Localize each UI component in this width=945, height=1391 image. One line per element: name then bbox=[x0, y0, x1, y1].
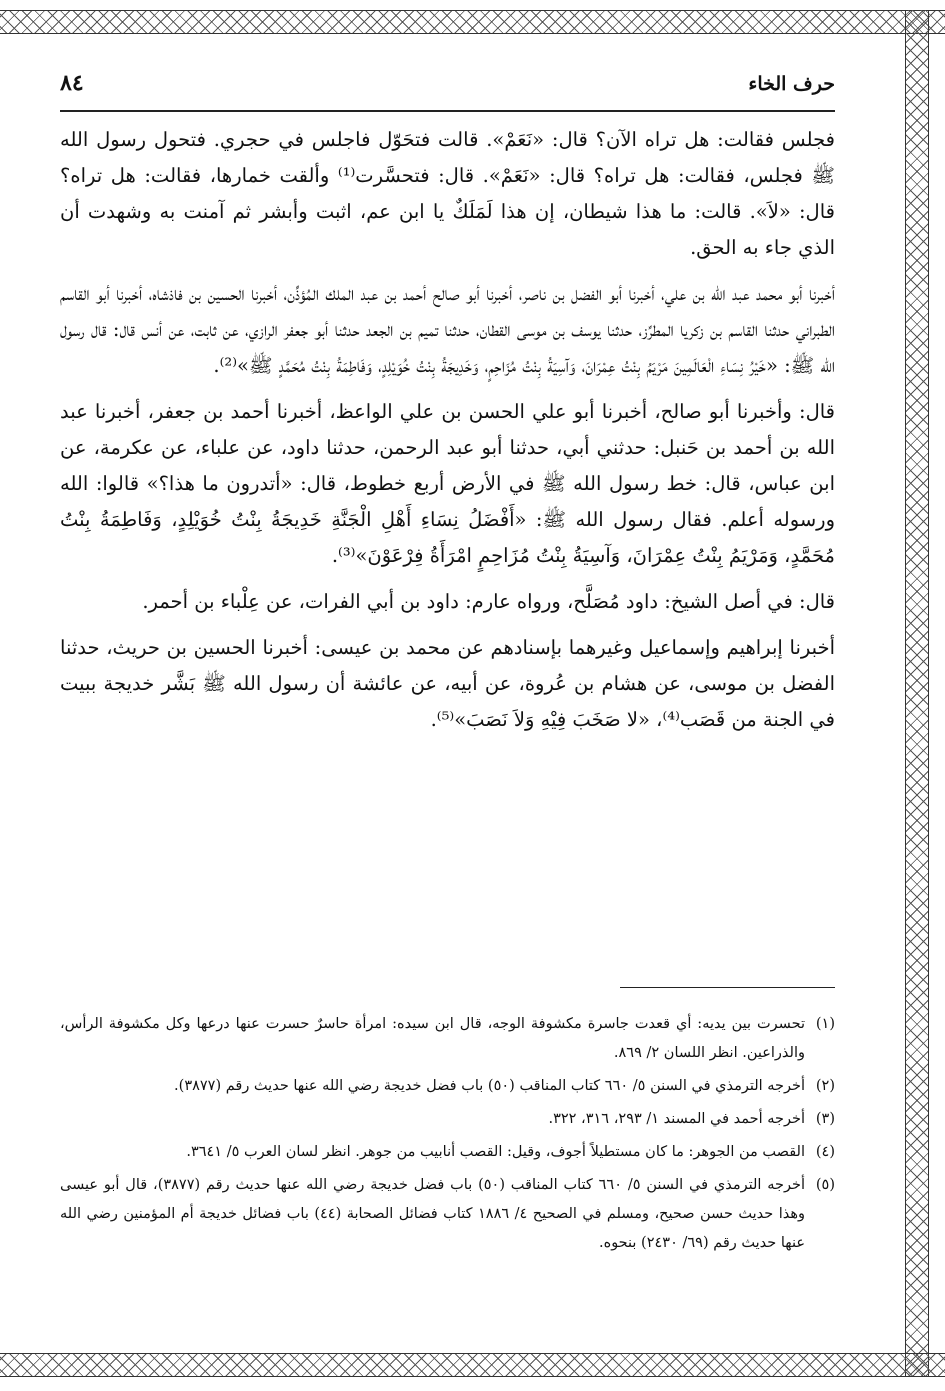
page bbox=[60, 70, 835, 1340]
footnote-number: (٤) bbox=[815, 1144, 835, 1160]
footnote-text: تحسرت بين يديه: أي قعدت جاسرة مكشوفة الوجه، قال ابن سيده: امرأة حاسرٌ حسرت عنها درعها وكل مكشوفة الرأس، والذراعين. انظر اللسان ٢/ ٨٦٩. bbox=[60, 1016, 805, 1061]
paragraph: قال: في أصل الشيخ: داود مُصَلَّح، ورواه عارم: داود بن أبي الفرات، عن عِلْباء بن أحمر. bbox=[142, 590, 835, 613]
footnote-text: أخرجه الترمذي في السنن ٥/ ٦٦٠ كتاب المناقب (٥٠) باب فضل خديجة رضي الله عنها حديث رقم (٣٨٧٧). bbox=[174, 1078, 805, 1094]
footnote bbox=[60, 1072, 835, 1101]
decorative-border-top bbox=[0, 10, 945, 34]
footnote-number: (٥) bbox=[815, 1177, 836, 1193]
footnote-number: (٢) bbox=[815, 1078, 835, 1094]
footnote-text: القصب من الجوهر: ما كان مستطيلاً أجوف، وقيل: القصب أنابيب من جوهر. انظر لسان العرب ٥/ ٣٦٤١. bbox=[186, 1144, 805, 1160]
running-header bbox=[60, 70, 835, 112]
footnote-number: (٣) bbox=[815, 1111, 835, 1127]
footnote-text: أخرجه أحمد في المسند ١/ ٢٩٣، ٣١٦، ٣٢٢. bbox=[548, 1111, 805, 1127]
paragraph: أخبرنا إبراهيم وإسماعيل وغيرهما بإسنادهم عن محمد بن عيسى: أخبرنا الحسين بن حريث، حدثنا الفضل بن موسى، عن هشام بن عُروة، عن أبيه، عن عائشة أن رسول الله ﷺ بَشَّر خديجة ببيت في الجنة من قَصَب⁽⁴⁾، «لا صَخَبَ فِيْهِ وَلاَ نَصَبَ»⁽⁵⁾. bbox=[60, 636, 835, 731]
footnote-number: (١) bbox=[815, 1016, 835, 1032]
paragraph: أخبرنا أبو محمد عبد الله بن علي، أخبرنا أبو الفضل بن ناصر، أخبرنا أبو صالح أحمد بن عبد الملك المُؤذِّن، أخبرنا الحسين بن فاذشاه، أخبرنا أبو القاسم الطبراني حدثنا القاسم بن زكريا المطرِّز، حدثنا يوسف بن موسى القطان، حدثنا تميم بن الجعد حدثنا أبو جعفر الرازي، عن ثابت، عن أنس قال: قال رسول الله ﷺ: «خَيْرُ نِسَاءِ الْعَالَمِينَ مَرْيَمُ بِنْتُ عِمْرَانَ، وَآسِيَةُ بِنْتُ مُزَاحِمٍ، وَخَدِيجَةُ بِنْتُ خُوَيْلِدٍ، وَفَاطِمَةُ بِنْتُ مُحَمَّدٍ ﷺ»⁽²⁾. bbox=[60, 282, 835, 377]
footnote-separator bbox=[620, 987, 835, 988]
footnote bbox=[60, 1138, 835, 1167]
decorative-border-right bbox=[905, 10, 929, 1376]
paragraph: فجلس فقالت: هل تراه الآن؟ قال: «نَعَمْ». قالت فتحَوّل فاجلس في حجري. فتحول رسول الله ﷺ فجلس، فقالت: هل تراه؟ قال: «نَعَمْ». قال: فتحسَّرت⁽¹⁾ وألقت خمارها، فقالت: هل تراه؟ قال: «لاَ». قالت: ما هذا شيطان، إن هذا لَمَلَكٌ يا ابن عم، اثبت وأبشر ثم آمنت به وشهدت أن الذي جاء به الحق. bbox=[60, 128, 835, 259]
page-number: ٨٤ bbox=[60, 70, 84, 96]
chapter-title: حرف الخاء bbox=[748, 73, 835, 95]
footnotes bbox=[60, 1010, 835, 1262]
main-text bbox=[60, 122, 835, 738]
footnote bbox=[60, 1171, 835, 1258]
footnote bbox=[60, 1010, 835, 1068]
footnote bbox=[60, 1105, 835, 1134]
paragraph: قال: وأخبرنا أبو صالح، أخبرنا أبو علي الحسن بن علي الواعظ، أخبرنا أحمد بن جعفر، أخبرنا عبد الله بن أحمد بن حَنبل: حدثني أبي، حدثنا أبو عبد الرحمن، حدثنا داود، عن علباء، عن عكرمة، عن ابن عباس، قال: خط رسول الله ﷺ في الأرض أربع خطوط، قال: «أتدرون ما هذا؟» قالوا: الله ورسوله أعلم. فقال رسول الله ﷺ: «أَفْضَلُ نِسَاءِ أَهْلِ الْجَنَّةِ خَدِيجَةُ بِنْتُ خُوَيْلِدٍ، وَفَاطِمَةُ بِنْتُ مُحَمَّدٍ، وَمَرْيَمُ بِنْتُ عِمْرَانَ، وَآسِيَةُ بِنْتُ مُزَاحِمٍ امْرَأَةُ فِرْعَوْنَ»⁽³⁾. bbox=[60, 400, 835, 567]
decorative-border-bottom bbox=[0, 1353, 945, 1377]
footnote-text: أخرجه الترمذي في السنن ٥/ ٦٦٠ كتاب المناقب (٥٠) باب فضل خديجة رضي الله عنها حديث رقم (٣٨٧٧)، قال أبو عيسى وهذا حديث حسن صحيح، ومسلم في الصحيح ٤/ ١٨٨٦ كتاب فضائل الصحابة (٤٤) باب فضائل خديجة أم المؤمنين رضي الله عنها حديث رقم (٦٩/ ٢٤٣٠) بنحوه. bbox=[60, 1177, 806, 1251]
